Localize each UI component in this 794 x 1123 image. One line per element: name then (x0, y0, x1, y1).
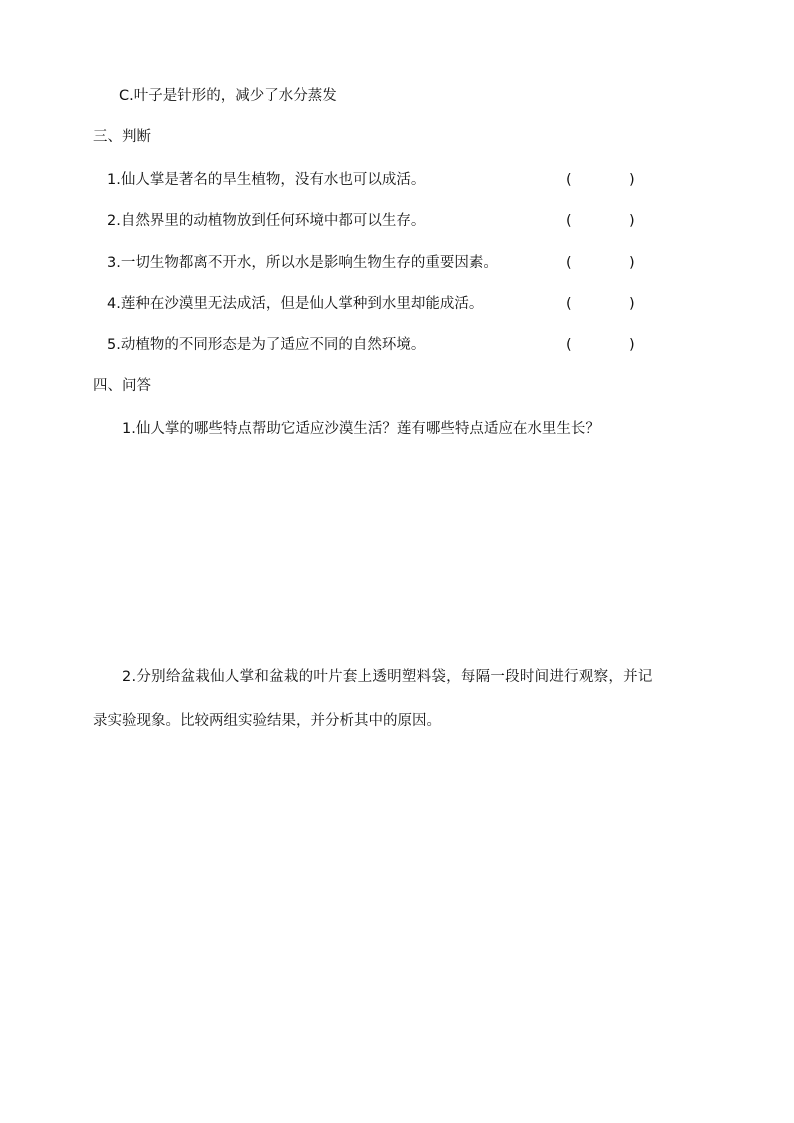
answer-paren-close: ) (629, 337, 635, 353)
section-4-heading: 四、问答 (93, 378, 151, 394)
answer-paren-close: ) (629, 172, 635, 188)
question-2-line-2: 录实验现象。比较两组实验结果，并分析其中的原因。 (93, 713, 441, 729)
section-3-heading: 三、判断 (93, 129, 151, 145)
judgement-item-text: 5.动植物的不同形态是为了适应不同的自然环境。 (107, 337, 426, 353)
judgement-item-text: 1.仙人掌是著名的旱生植物，没有水也可以成活。 (107, 172, 426, 188)
answer-paren-open: ( (566, 213, 572, 229)
answer-paren-open: ( (566, 172, 572, 188)
option-c: C.叶子是针形的，减少了水分蒸发 (119, 88, 337, 104)
answer-paren-close: ) (629, 213, 635, 229)
judgement-item-text: 4.莲种在沙漠里无法成活，但是仙人掌种到水里却能成活。 (107, 296, 484, 312)
judgement-item-text: 3.一切生物都离不开水，所以水是影响生物生存的重要因素。 (107, 255, 498, 271)
answer-paren-open: ( (566, 255, 572, 271)
question-1: 1.仙人掌的哪些特点帮助它适应沙漠生活？莲有哪些特点适应在水里生长？ (122, 421, 600, 437)
answer-paren-open: ( (566, 337, 572, 353)
answer-paren-close: ) (629, 296, 635, 312)
judgement-item-text: 2.自然界里的动植物放到任何环境中都可以生存。 (107, 213, 426, 229)
answer-paren-open: ( (566, 296, 572, 312)
answer-paren-close: ) (629, 255, 635, 271)
question-2-line-1: 2.分别给盆栽仙人掌和盆栽的叶片套上透明塑料袋，每隔一段时间进行观察，并记 (122, 669, 653, 685)
